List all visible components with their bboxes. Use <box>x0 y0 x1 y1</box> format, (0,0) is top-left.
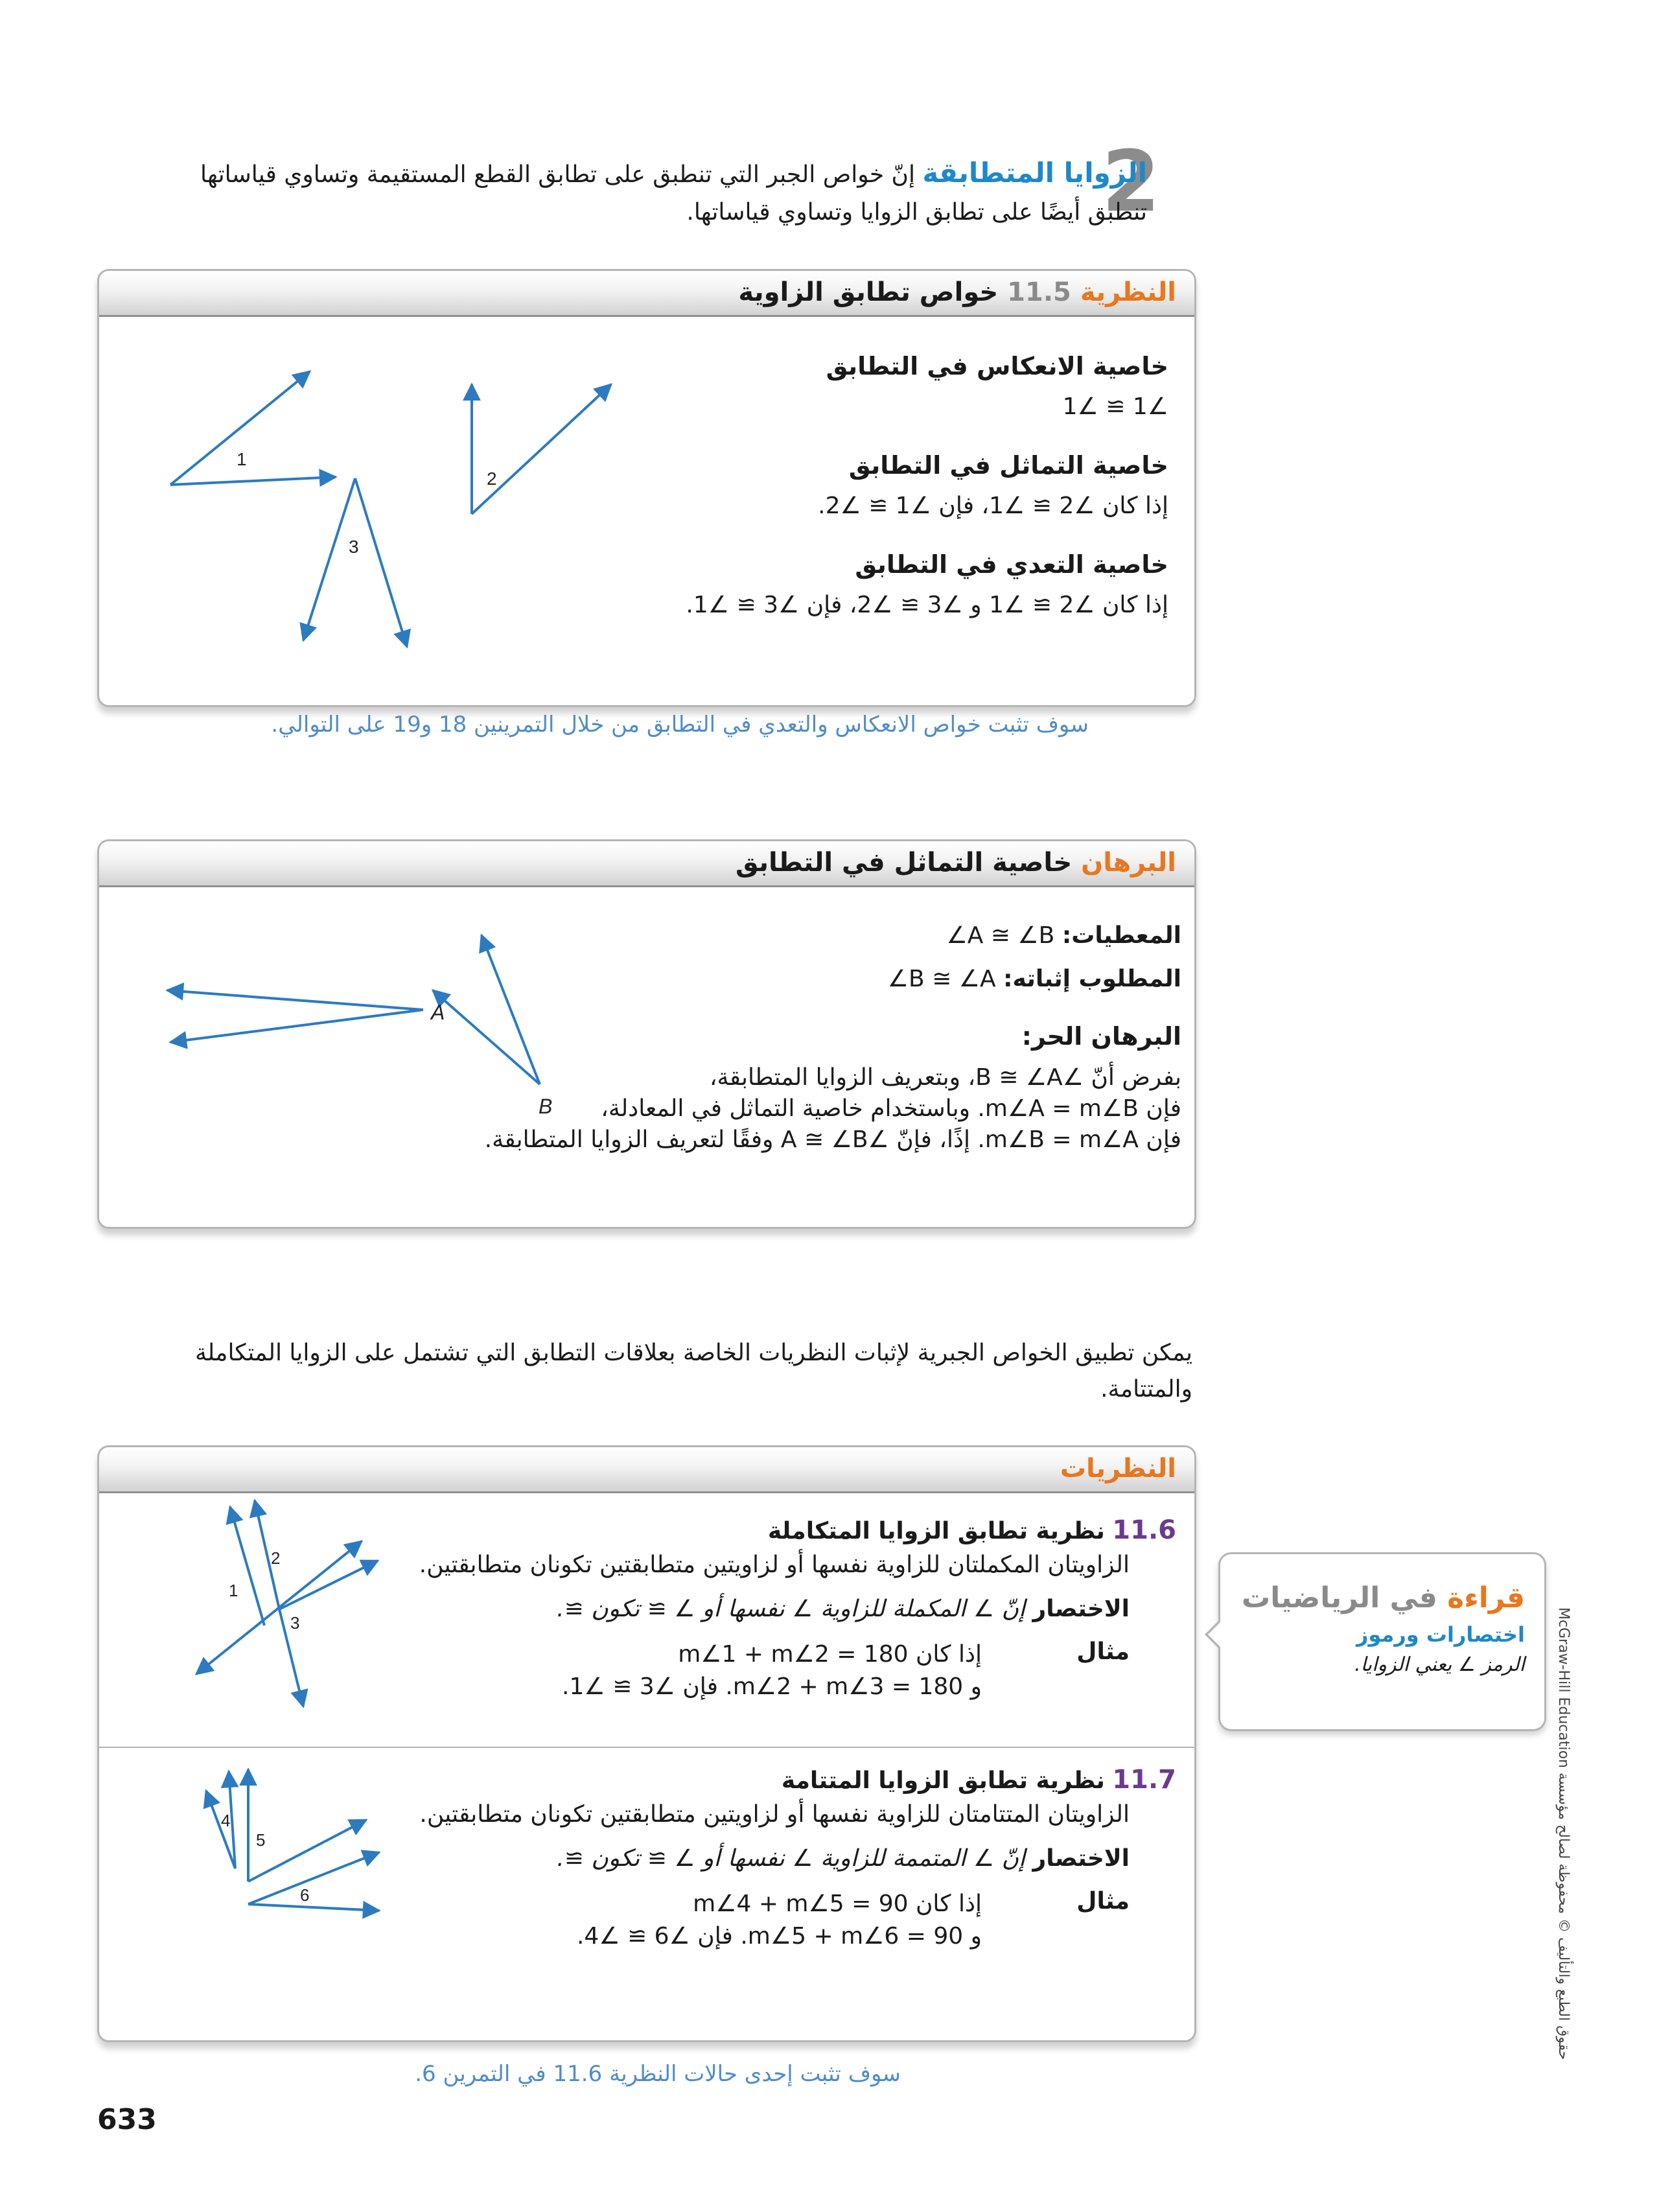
section-title: الزوايا المتطابقة <box>922 157 1147 189</box>
middle-paragraph: يمكن تطبيق الخواص الجبرية لإثبات النظريات الخاصة بعلاقات التطابق التي تشتمل على الزوايا المتكاملة والمتتامة. <box>194 1340 1192 1403</box>
property-reflexive-name: خاصية الانعكاس في التطابق <box>826 352 1168 380</box>
sidebar-title-2: في الرياضيات <box>1242 1581 1437 1614</box>
proof-label: البرهان <box>1081 848 1176 878</box>
theorem-11-6-example-line-1: إذا كان m∠1 + m∠2 = 180 <box>678 1641 982 1668</box>
vertex-label-b: B <box>539 1095 553 1118</box>
theorem-11-6-example <box>562 1638 982 1703</box>
theorem-11-6-abbr-text: إنّ ⦣ المكملة للزاوية ∠ نفسها أو ⦣ ≅ تكون ≅. <box>557 1596 1026 1622</box>
sidebar-subtitle: اختصارات ورموز <box>1356 1622 1525 1647</box>
fig-label-3: 3 <box>290 1613 300 1633</box>
theorem-11-7-example <box>577 1888 982 1953</box>
theorem-number: 11.5 <box>1007 277 1071 307</box>
theorem-11-7-example-line-1: إذا كان m∠4 + m∠5 = 90 <box>693 1891 982 1917</box>
theorems-note: سوف تثبت إحدى حالات النظرية 11.6 في التمرين 6. <box>415 2061 901 2087</box>
fig-label-1: 1 <box>229 1581 238 1600</box>
angle-a-ray-1 <box>167 990 423 1010</box>
angle-label-1: 1 <box>237 449 247 469</box>
proof-line-3: فإن m∠B = m∠A. إذًا، فإنّ ∠A ≅ ∠B وفقًا لتعريف الزوايا المتطابقة. <box>484 1126 1181 1153</box>
supplementary-figure <box>190 1499 410 1713</box>
angle-label-2: 2 <box>487 469 497 489</box>
theorem-11-7-abbr-text: إنّ ⦣ المتممة للزاوية ∠ نفسها أو ⦣ ≅ تكون ≅. <box>557 1845 1026 1872</box>
theorem-note: سوف تثبت خواص الانعكاس والتعدي في التطابق من خلال التمرينين 18 و19 على التوالي. <box>271 712 1089 738</box>
theorem-11-7-text: الزاويتان المتتامتان للزاوية نفسها أو لزاويتين متطابقتين تكونان متطابقتين. <box>419 1801 1130 1828</box>
theorem-11-7-example-line-2: و m∠5 + m∠6 = 90. فإن ∠6 ≅ ∠4. <box>576 1923 982 1950</box>
proof-box-header <box>99 841 1194 887</box>
sidebar-title-1: قراءة <box>1447 1581 1525 1614</box>
theorems-label: النظريات <box>1060 1454 1176 1484</box>
page-number: 633 <box>97 2103 157 2136</box>
copyright-text: حقوق الطبع والتأليف © محفوظة لصالح مؤسسة McGraw-Hill Education <box>1555 1607 1572 2060</box>
angle-label-3: 3 <box>349 537 359 557</box>
property-symmetric-name: خاصية التماثل في التطابق <box>848 451 1168 480</box>
proof-line-1: بفرض أنّ ∠B ≅ ∠A، وبتعريف الزوايا المتطابقة، <box>709 1064 1181 1091</box>
angle-figures <box>151 342 721 679</box>
theorem-11-6 <box>399 1515 1176 1700</box>
given-value: ∠A ≅ ∠B <box>946 922 1055 949</box>
reading-math-sidebar <box>1218 1552 1546 1731</box>
theorem-11-7 <box>399 1765 1176 1950</box>
theorem-title: خواص تطابق الزاوية <box>738 277 999 307</box>
theorem-11-6-number: 11.6 <box>1112 1515 1176 1545</box>
theorems-divider <box>99 1747 1194 1748</box>
theorem-label: النظرية <box>1080 277 1176 307</box>
theorem-11-6-abbr-label: الاختصار <box>1032 1596 1130 1622</box>
complementary-figure <box>196 1755 417 1924</box>
property-reflexive-statement: ∠1 ≅ ∠1 <box>1062 393 1168 420</box>
property-transitive-statement: إذا كان ∠2 ≅ ∠1 و ∠3 ≅ ∠2، فإن ∠3 ≅ ∠1. <box>686 592 1168 618</box>
fig-label-4: 4 <box>221 1811 231 1830</box>
theorem-properties <box>676 352 1168 618</box>
theorem-11-7-example-label: مثال <box>1076 1888 1130 1915</box>
fig-label-6: 6 <box>300 1885 310 1905</box>
theorem-box <box>97 269 1196 707</box>
angle-1-ray-b <box>170 477 336 485</box>
section-number: 2 <box>1102 132 1161 231</box>
sidebar-body: الرمز ⦣ يعني الزوايا. <box>1354 1653 1525 1676</box>
prove-value: ∠B ≅ ∠A <box>887 966 996 992</box>
vertex-label-a: A <box>431 1001 445 1024</box>
property-symmetric-statement: إذا كان ∠2 ≅ ∠1، فإن ∠1 ≅ ∠2. <box>818 493 1168 519</box>
theorems-box <box>97 1445 1196 2042</box>
proof-line-2: فإن m∠A = m∠B. وباستخدام خاصية التماثل في المعادلة، <box>601 1095 1181 1122</box>
theorem-11-6-example-line-2: و m∠2 + m∠3 = 180. فإن ∠3 ≅ ∠1. <box>562 1673 982 1700</box>
copyright-vertical <box>1546 1607 1584 2113</box>
given-label: المعطيات: <box>1062 922 1181 949</box>
proof-body <box>469 922 1181 1156</box>
angle-3-ray-b <box>355 478 407 647</box>
theorem-11-7-name: نظرية تطابق الزوايا المتتامة <box>781 1767 1105 1794</box>
intro-line-2: تنطبق أيضًا على تطابق الزوايا وتساوي قياساتها. <box>686 199 1147 226</box>
fig-label-5: 5 <box>256 1830 266 1850</box>
theorem-11-6-name: نظرية تطابق الزوايا المتكاملة <box>767 1518 1105 1544</box>
proof-box <box>97 839 1196 1229</box>
theorems-box-header <box>99 1447 1194 1493</box>
property-transitive-name: خاصية التعدي في التطابق <box>855 550 1168 579</box>
section-intro <box>149 154 1147 231</box>
fig-label-2: 2 <box>271 1548 281 1568</box>
intro-line-1: إنّ خواص الجبر التي تنطبق على تطابق القطع المستقيمة وتساوي قياساتها <box>200 161 915 188</box>
angle-2-ray-b <box>472 384 611 514</box>
theorem-11-6-text: الزاويتان المكملتان للزاوية نفسها أو لزاويتين متطابقتين تكونان متطابقتين. <box>419 1552 1130 1578</box>
theorem-11-7-abbr-label: الاختصار <box>1032 1845 1130 1872</box>
free-proof-label: البرهان الحر: <box>1021 1022 1181 1051</box>
prove-label: المطلوب إثباته: <box>1003 966 1181 992</box>
theorem-11-7-number: 11.7 <box>1112 1765 1176 1795</box>
angle-3-ray-a <box>303 478 355 640</box>
proof-title: خاصية التماثل في التطابق <box>735 848 1073 878</box>
angle-a-ray-2 <box>170 1010 423 1042</box>
theorem-box-header <box>99 271 1194 317</box>
theorem-11-6-example-label: مثال <box>1076 1638 1130 1665</box>
